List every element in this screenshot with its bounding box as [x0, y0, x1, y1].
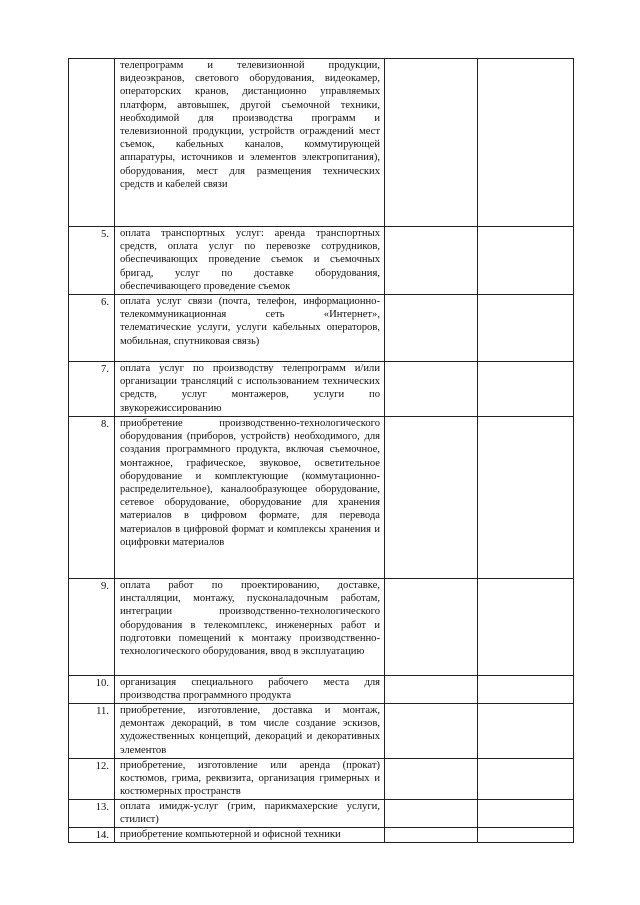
row-description: организация специального рабочего места для производства программного продукта — [115, 676, 385, 704]
empty-cell — [478, 704, 574, 759]
row-description: оплата услуг связи (почта, телефон, информационно-телекоммуникационная сеть «Интернет», телематические услуги, услуги кабельных операторов, мобильная, спутниковая связь) — [115, 295, 385, 362]
expenses-table — [68, 58, 574, 843]
row-number: 14. — [69, 828, 115, 843]
empty-cell — [385, 828, 478, 843]
row-description: оплата работ по проектированию, доставке, инсталляции, монтажу, пусконаладочным работам, интеграции производственно-технологического оборудования в телекомплекс, инженерных работ и подготовки помещений к монтажу производственно-технологического оборудования, ввод в эксплуатацию — [115, 579, 385, 676]
empty-cell — [478, 227, 574, 295]
row-number: 10. — [69, 676, 115, 704]
empty-cell — [478, 759, 574, 800]
empty-cell — [478, 828, 574, 843]
row-number: 5. — [69, 227, 115, 295]
table-row — [69, 59, 574, 227]
row-description: телепрограмм и телевизионной продукции, видеоэкранов, светового оборудования, видеокамер, операторских кранов, дистанционно управляемых платформ, автовышек, другой съемочной техники, необходимой для производства программ и телевизионной продукции, устройств ограждений мест съемок, кабельных каналов, коммутирующей аппаратуры, источников и элементов электропитания), оборудования, мест для размещения технических средств и кабелей связи — [115, 59, 385, 227]
empty-cell — [478, 417, 574, 579]
empty-cell — [385, 362, 478, 417]
row-description: приобретение, изготовление, доставка и монтаж, демонтаж декораций, в том числе создание эскизов, художественных концепций, декораций и декоративных элементов — [115, 704, 385, 759]
row-description: оплата имидж-услуг (грим, парикмахерские услуги, стилист) — [115, 800, 385, 828]
table-row — [69, 759, 574, 800]
table-row — [69, 704, 574, 759]
empty-cell — [478, 800, 574, 828]
row-number — [69, 59, 115, 227]
table-row — [69, 227, 574, 295]
row-number: 13. — [69, 800, 115, 828]
empty-cell — [478, 676, 574, 704]
row-description: оплата услуг по производству телепрограмм и/или организации трансляций с использованием технических средств, услуг монтажеров, услуги по звукорежиссированию — [115, 362, 385, 417]
empty-cell — [385, 295, 478, 362]
row-number: 6. — [69, 295, 115, 362]
table-row — [69, 828, 574, 843]
row-number: 12. — [69, 759, 115, 800]
row-description: приобретение компьютерной и офисной техники — [115, 828, 385, 843]
table-row — [69, 362, 574, 417]
empty-cell — [385, 227, 478, 295]
table-row — [69, 579, 574, 676]
empty-cell — [478, 362, 574, 417]
empty-cell — [385, 759, 478, 800]
table-row — [69, 417, 574, 579]
row-description: оплата транспортных услуг: аренда транспортных средств, оплата услуг по перевозке сотрудников, обеспечивающих проведение съемок и съемочных бригад, услуг по доставке оборудования, обеспечивающего проведение съемок — [115, 227, 385, 295]
empty-cell — [385, 417, 478, 579]
row-description: приобретение производственно-технологического оборудования (приборов, устройств) необходимого, для создания программного продукта, включая съемочное, монтажное, графическое, звуковое, осветительное оборудование и комплектующие (коммутационно-распределительное), каналообразующее оборудование, сетевое оборудование, оборудование для хранения материалов в цифровом формате, для перевода материалов в цифровой формат и комплексы хранения и оцифровки материалов — [115, 417, 385, 579]
row-number: 9. — [69, 579, 115, 676]
empty-cell — [385, 704, 478, 759]
row-description: приобретение, изготовление или аренда (прокат) костюмов, грима, реквизита, организация гримерных и костюмерных пространств — [115, 759, 385, 800]
table-row — [69, 295, 574, 362]
empty-cell — [478, 579, 574, 676]
empty-cell — [385, 800, 478, 828]
empty-cell — [385, 59, 478, 227]
row-number: 8. — [69, 417, 115, 579]
empty-cell — [385, 579, 478, 676]
empty-cell — [385, 676, 478, 704]
row-number: 11. — [69, 704, 115, 759]
empty-cell — [478, 295, 574, 362]
table-row — [69, 676, 574, 704]
row-number: 7. — [69, 362, 115, 417]
table-row — [69, 800, 574, 828]
empty-cell — [478, 59, 574, 227]
